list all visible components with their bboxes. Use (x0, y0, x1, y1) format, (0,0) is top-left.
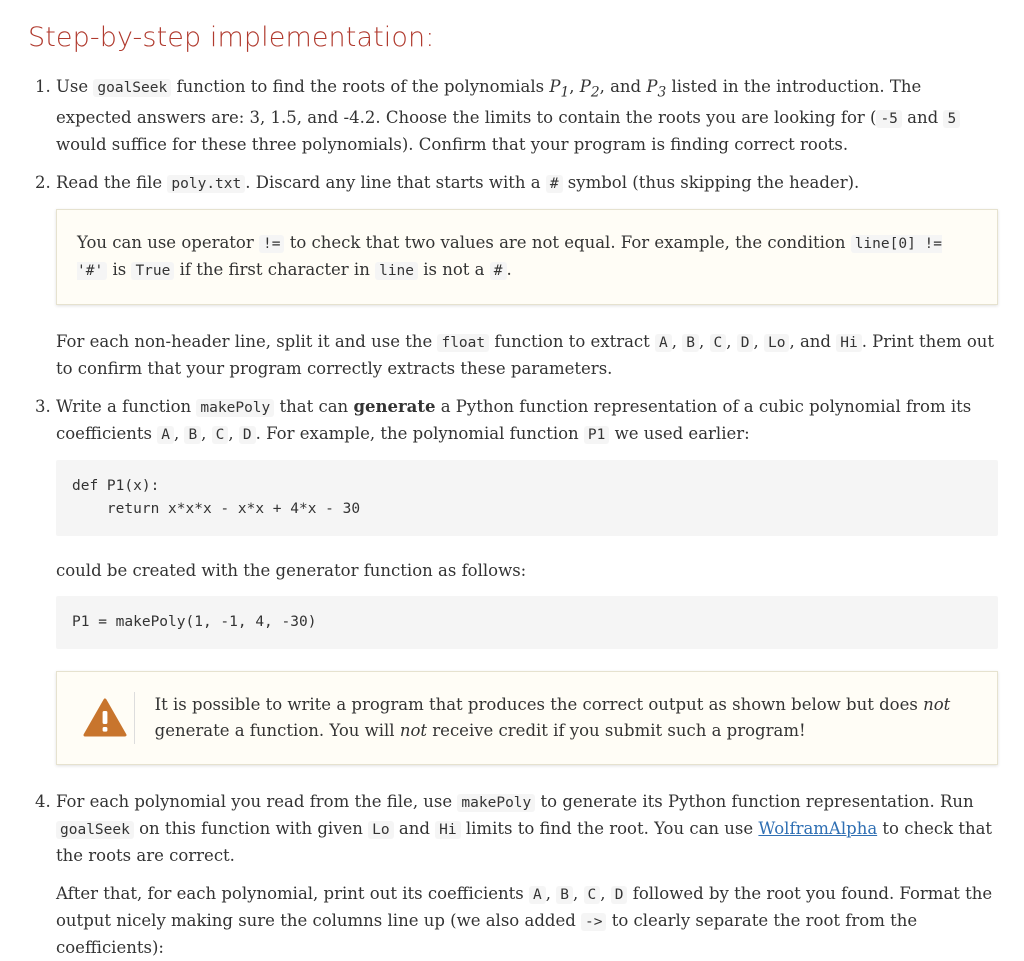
step-3 (56, 394, 998, 765)
step-4-text: 4. For each polynomial you read from the file, use makePoly to generate its Python function representation. Run goalSeek on this function with given Lo and Hi limits to find the root. You can use WolframAlpha to check that the roots are correct. (56, 792, 993, 866)
step-2-parse-text: For each non-header line, split it and use the float function to extract A , B , C , D , Lo , and Hi . Print them out to confirm that your program correctly extracts these parameters. (56, 332, 995, 379)
code-block-makepoly-call: P1 = makePoly(1, -1, 4, -30) (56, 596, 998, 649)
wolframalpha-link[interactable]: WolframAlpha (758, 819, 878, 839)
code-goalseek: goalSeek (93, 79, 171, 97)
step-3-text: 3. Write a function makePoly that can generate a Python function representation of a cubic polynomial from its coefficients A , B , C , D . For example, the polynomial function P1 we used earlier: (56, 397, 972, 444)
step-1-text: 1. Use goalSeek function to find the roots of the polynomials $P_1$, $P_2$, and $P_3$ listed in the introduction. The expected answers are: 3, 1.5, and -4.2. Choose the limits to contain the roots you are looking for ( -5 and 5 would suffice for these three polynomials). Confirm that your program is finding correct roots. (56, 74, 998, 158)
step-1 (56, 74, 998, 158)
steps-list (28, 74, 998, 961)
section-heading: Step-by-step implementation: (28, 22, 435, 53)
warning-box (56, 671, 998, 765)
step-4-output-text: After that, for each polynomial, print out its coefficients A , B , C , D followed by the root you found. Format the output nicely making sure the columns line up (we also added -> to clearly separate the root from the coefficients): (56, 884, 993, 958)
info-note-box: You can use operator != to check that two values are not equal. For example, the condition line[0] != '#' is True if the first character in line is not a # . (56, 209, 998, 305)
step-4 (56, 789, 998, 961)
code-poly-txt: poly.txt (167, 175, 245, 193)
step-2-text: 2. Read the file poly.txt . Discard any line that starts with a # symbol (thus skipping the header). (56, 173, 860, 193)
step-2 (56, 170, 998, 382)
warning-triangle-icon (77, 698, 134, 738)
code-block-p1-def: def P1(x): return x*x*x - x*x + 4*x - 30 (56, 460, 998, 536)
step-3-mid-text: could be created with the generator function as follows: (56, 561, 527, 581)
warning-text: It is possible to write a program that produces the correct output as shown below but does not generate a function. You will not receive credit if you submit such a program! (134, 692, 977, 744)
code-makepoly: makePoly (196, 399, 274, 417)
